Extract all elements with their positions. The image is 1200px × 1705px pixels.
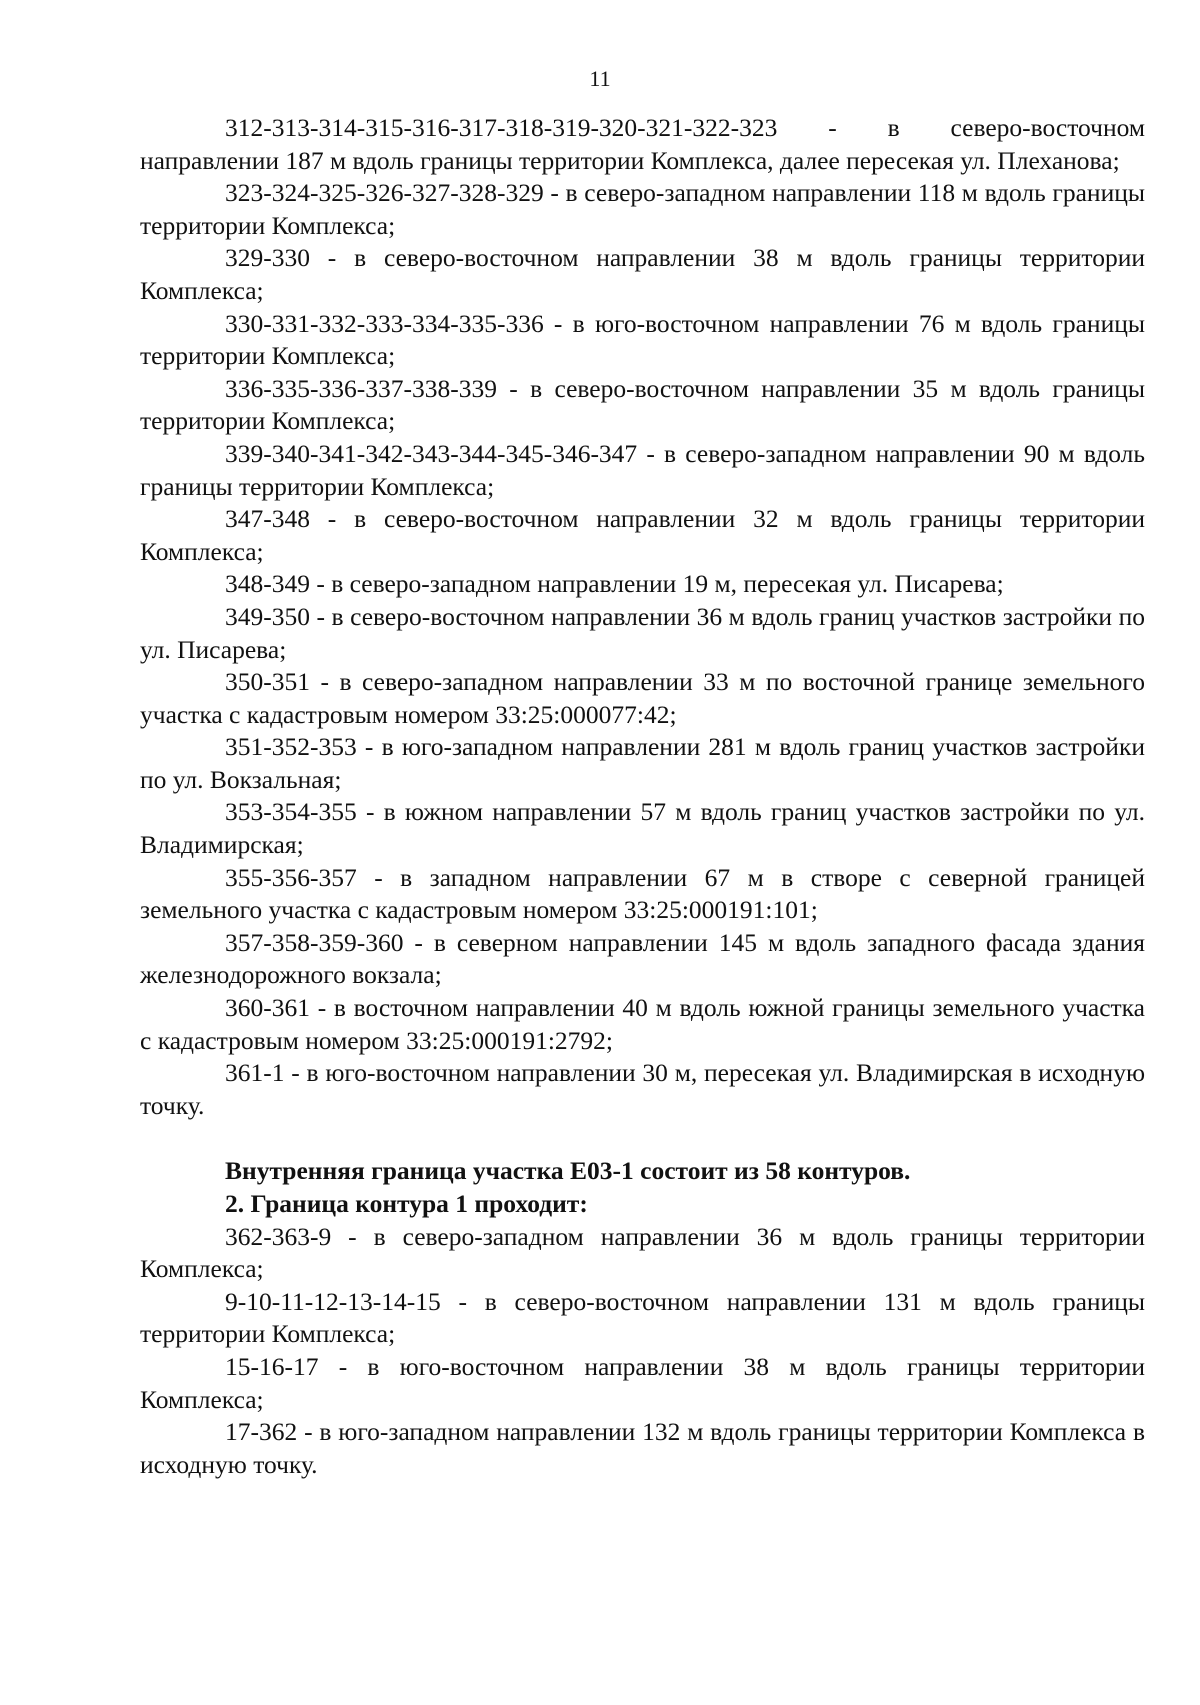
contour-segment: 17-362 - в юго-западном направлении 132 м вдоль границы территории Комплекса в исходную точку.: [140, 1417, 1145, 1479]
contour-segment: 362-363-9 - в северо-западном направлении 36 м вдоль границы территории Комплекса;: [140, 1221, 1145, 1284]
boundary-segment: 330-331-332-333-334-335-336 - в юго-восточном направлении 76 м вдоль границы территории Комплекса;: [140, 308, 1145, 371]
page-number: 11: [589, 66, 611, 91]
boundary-segment: 361-1 - в юго-восточном направлении 30 м, пересекая ул. Владимирская в исходную точку.: [140, 1058, 1145, 1120]
contour-segment: 15-16-17 - в юго-восточном направлении 38 м вдоль границы территории Комплекса;: [140, 1351, 1145, 1414]
boundary-segment: 350-351 - в северо-западном направлении 33 м по восточной границе земельного участка с кадастровым номером 33:25:000077:42;: [140, 667, 1145, 729]
boundary-segment: 355-356-357 - в западном направлении 67 м в створе с северной границей земельного участка с кадастровым номером 33:25:000191:101;: [140, 862, 1145, 925]
boundary-segment: 329-330 - в северо-восточном направлении 38 м вдоль границы территории Комплекса;: [140, 243, 1145, 305]
boundary-segment: 353-354-355 - в южном направлении 57 м вдоль границ участков застройки по ул. Владимирская;: [140, 797, 1145, 860]
boundary-segment: 339-340-341-342-343-344-345-346-347 - в северо-западном направлении 90 м вдоль границы территории Комплекса;: [140, 438, 1145, 501]
boundary-segment: 360-361 - в восточном направлении 40 м вдоль южной границы земельного участка с кадастровым номером 33:25:000191:2792;: [140, 993, 1145, 1055]
section-spacer: [140, 1122, 1145, 1155]
boundary-segment: 323-324-325-326-327-328-329 - в северо-западном направлении 118 м вдоль границы территории Комплекса;: [140, 178, 1145, 240]
boundary-segment: 357-358-359-360 - в северном направлении 145 м вдоль западного фасада здания железнодорожного вокзала;: [140, 927, 1145, 990]
boundary-segment: 312-313-314-315-316-317-318-319-320-321-322-323 - в северо-восточном направлении 187 м вдоль границы территории Комплекса, далее пересекая ул. Плеханова;: [140, 113, 1145, 175]
boundary-segment: 347-348 - в северо-восточном направлении 32 м вдоль границы территории Комплекса;: [140, 504, 1145, 566]
document-body: [140, 112, 1145, 1481]
boundary-segment: 348-349 - в северо-западном направлении 19 м, пересекая ул. Писарева;: [225, 569, 1004, 599]
contour-heading: 2. Граница контура 1 проходит:: [225, 1189, 588, 1218]
contour-segment: 9-10-11-12-13-14-15 - в северо-восточном направлении 131 м вдоль границы территории Комплекса;: [140, 1286, 1145, 1349]
boundary-segment: 349-350 - в северо-восточном направлении 36 м вдоль границ участков застройки по ул. Писарева;: [140, 601, 1145, 664]
inner-boundary-heading: Внутренняя граница участка Е03-1 состоит из 58 контуров.: [225, 1156, 911, 1186]
boundary-segment: 336-335-336-337-338-339 - в северо-восточном направлении 35 м вдоль границы территории Комплекса;: [140, 373, 1145, 436]
boundary-segment: 351-352-353 - в юго-западном направлении 281 м вдоль границ участков застройки по ул. Вокзальная;: [140, 732, 1145, 794]
